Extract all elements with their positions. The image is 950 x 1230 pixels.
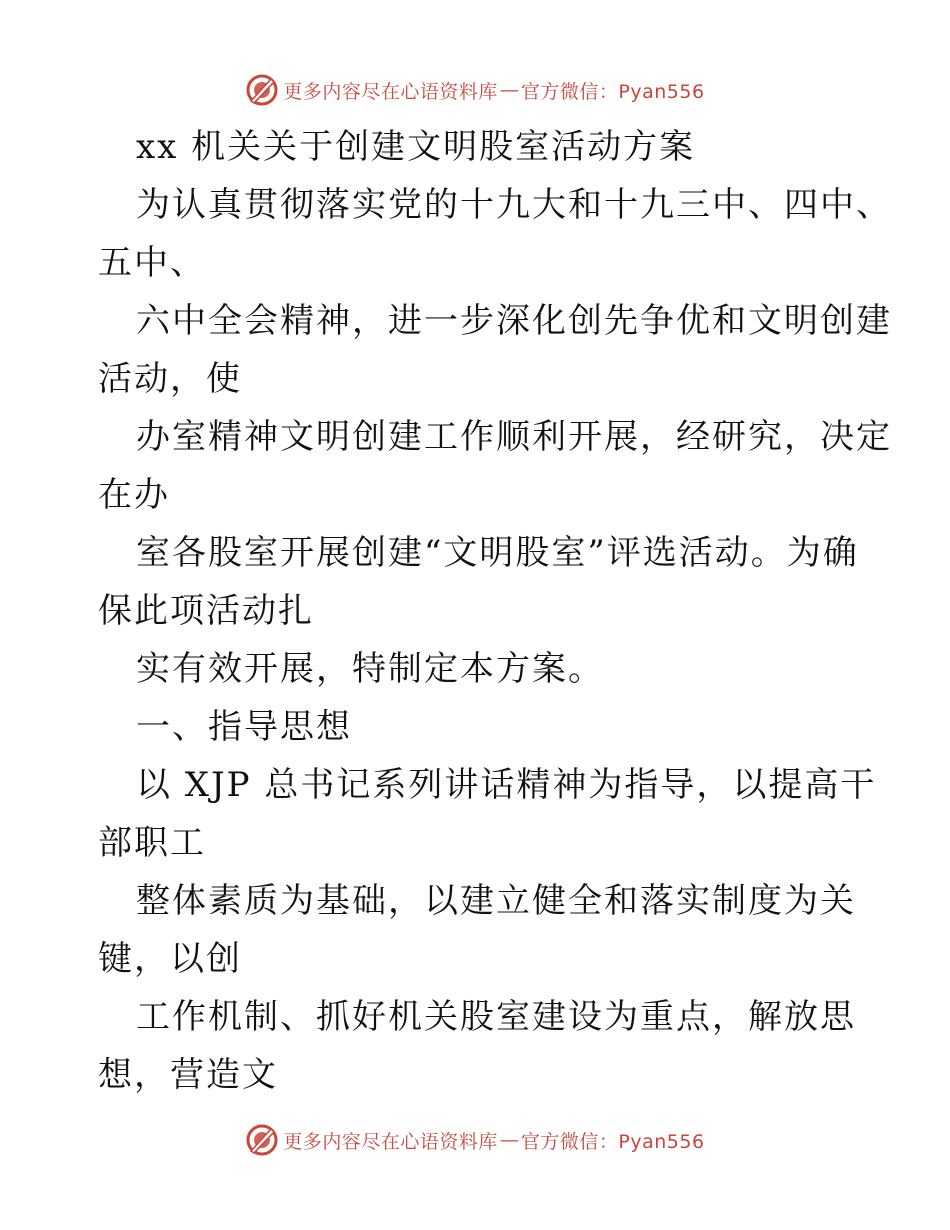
quill-pen-seal-icon [245,1123,279,1157]
header-watermark [0,70,950,110]
text-line: 整体素质为基础，以建立健全和落实制度为关 [136,881,856,921]
text-line: 实有效开展，特制定本方案。 [136,649,604,689]
quill-pen-seal-icon [245,73,279,107]
text-line: 键，以创 [98,939,242,979]
watermark-contact: 官方微信：Pyan556 [520,1130,705,1153]
text-line: 办室精神文明创建工作顺利开展，经研究，决定 [136,417,892,457]
text-line: 在办 [98,475,170,515]
document-title: xx 机关关于创建文明股室活动方案 [136,127,696,167]
text-line: 室各股室开展创建“文明股室”评选活动。为确 [136,533,859,573]
text-line: 以 XJP 总书记系列讲话精神为指导，以提高干 [136,765,877,805]
watermark-text: 更多内容尽在心语资料库 [283,1130,498,1153]
footer-watermark [0,1120,950,1160]
text-line: 保此项活动扎 [98,591,314,631]
text-line: 想，营造文 [98,1055,278,1095]
document-body [98,118,892,1104]
text-line: 为认真贯彻落实党的十九大和十九三中、四中、 [136,185,892,225]
watermark-contact: 官方微信：Pyan556 [520,80,705,103]
text-line: 活动，使 [98,359,242,399]
watermark-separator: — [499,1129,519,1151]
text-line: 五中、 [98,243,206,283]
section-heading: 一、指导思想 [136,707,352,747]
text-line: 工作机制、抓好机关股室建设为重点，解放思 [136,997,856,1037]
watermark-text: 更多内容尽在心语资料库 [283,80,498,103]
text-line: 部职工 [98,823,206,863]
text-line: 六中全会精神，进一步深化创先争优和文明创建 [136,301,892,341]
watermark-separator: — [499,79,519,101]
